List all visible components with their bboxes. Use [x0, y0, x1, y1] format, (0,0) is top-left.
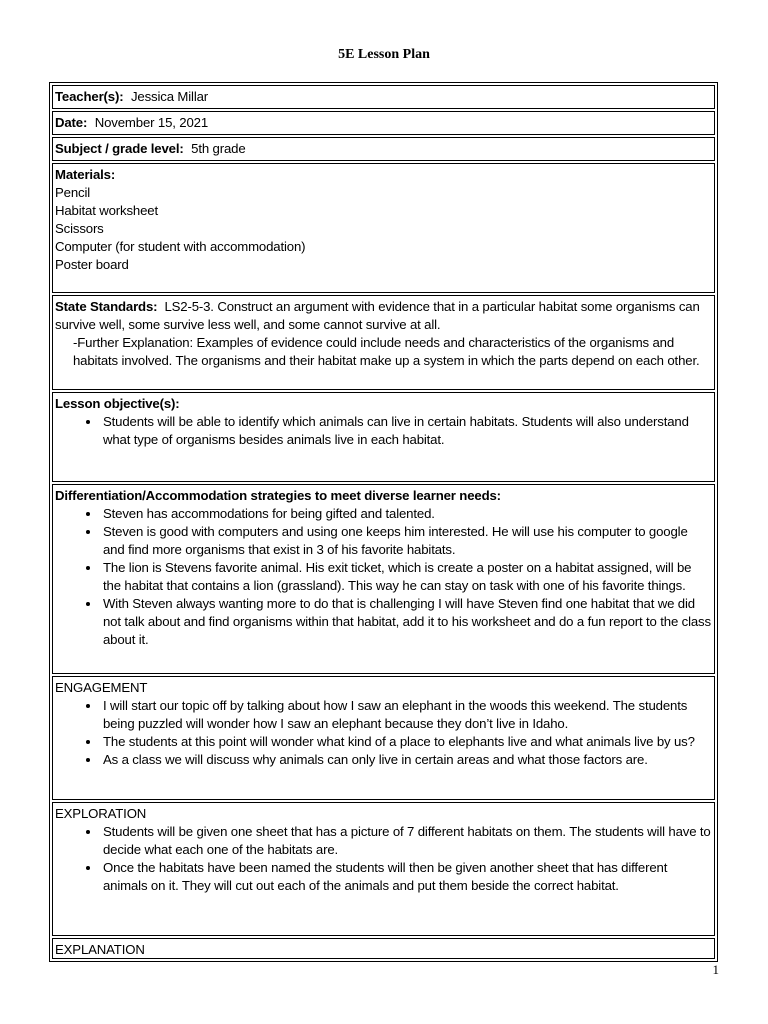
exploration-list	[55, 823, 712, 895]
standards-further-explanation: -Further Explanation: Examples of evidence could include needs and characteristics of the organisms and habitats involved. The organisms and their habitat make up a system in which the parts depend on each other.	[73, 335, 700, 368]
standards-label: State Standards:	[55, 299, 158, 314]
engagement-item: • The students at this point will wonder what kind of a place to elephants live and what animals live by us?	[101, 733, 712, 751]
teacher-row	[52, 85, 715, 109]
subject-value: 5th grade	[191, 141, 246, 156]
objective-item: • Students will be able to identify which animals can live in certain habitats. Students will also understand what type of organisms besides animals live in each habitat.	[101, 413, 712, 449]
materials-item: Scissors	[55, 221, 104, 236]
teacher-label: Teacher(s):	[55, 89, 124, 104]
differentiation-item: • The lion is Stevens favorite animal. His exit ticket, which is create a poster on a habitat assigned, will be the habitat that contains a lion (grassland). This way he can stay on task with one of his favorite things.	[101, 559, 712, 595]
explanation-label: EXPLANATION	[55, 942, 145, 957]
exploration-item: • Once the habitats have been named the students will then be given another sheet that has different animals on it. They will cut out each of the animals and put them beside the correct habitat.	[101, 859, 712, 895]
objectives-section	[52, 392, 715, 482]
date-value: November 15, 2021	[94, 115, 209, 130]
materials-item: Poster board	[55, 257, 129, 272]
teacher-value: Jessica Millar	[130, 89, 209, 104]
differentiation-list	[55, 505, 712, 649]
standards-section	[52, 295, 715, 390]
standards-paragraph	[55, 298, 712, 334]
materials-item: Habitat worksheet	[55, 203, 159, 218]
differentiation-section	[52, 484, 715, 674]
engagement-list	[55, 697, 712, 769]
document-title: 5E Lesson Plan	[338, 47, 430, 62]
objectives-label: Lesson objective(s):	[55, 396, 180, 411]
objectives-list	[55, 413, 712, 449]
materials-section	[52, 163, 715, 293]
materials-label: Materials:	[55, 167, 116, 182]
exploration-item: • Students will be given one sheet that has a picture of 7 different habitats on them. The students will have to decide what each one of the habitats are.	[101, 823, 712, 859]
exploration-section	[52, 802, 715, 936]
explanation-section	[52, 938, 715, 959]
standards-text: LS2-5-3. Construct an argument with evidence that in a particular habitat some organisms can survive well, some survive less well, and some cannot survive at all.	[55, 299, 700, 332]
differentiation-item: • Steven is good with computers and using one keeps him interested. He will use his computer to google and find more organisms that exist in 3 of his favorite habitats.	[101, 523, 712, 559]
differentiation-item: • Steven has accommodations for being gifted and talented.	[101, 505, 712, 523]
subject-label: Subject / grade level:	[55, 141, 184, 156]
date-label: Date:	[55, 115, 88, 130]
subject-row	[52, 137, 715, 161]
engagement-item: • I will start our topic off by talking about how I saw an elephant in the woods this weekend. The students being puzzled will wonder how I saw an elephant because they don’t live in Idaho.	[101, 697, 712, 733]
engagement-item: • As a class we will discuss why animals can only live in certain areas and what those factors are.	[101, 751, 712, 769]
differentiation-label: Differentiation/Accommodation strategies to meet diverse learner needs:	[55, 488, 501, 503]
page-number: 1	[712, 962, 719, 977]
engagement-section	[52, 676, 715, 800]
lesson-plan-table	[49, 82, 718, 962]
materials-item: Pencil	[55, 185, 91, 200]
date-row	[52, 111, 715, 135]
differentiation-item: • With Steven always wanting more to do that is challenging I will have Steven find one habitat that we did not talk about and find organisms within that habitat, add it to his worksheet and do a fun report to the class about it.	[101, 595, 712, 649]
engagement-label: ENGAGEMENT	[55, 680, 148, 695]
exploration-label: EXPLORATION	[55, 806, 147, 821]
materials-item: Computer (for student with accommodation)	[55, 239, 306, 254]
